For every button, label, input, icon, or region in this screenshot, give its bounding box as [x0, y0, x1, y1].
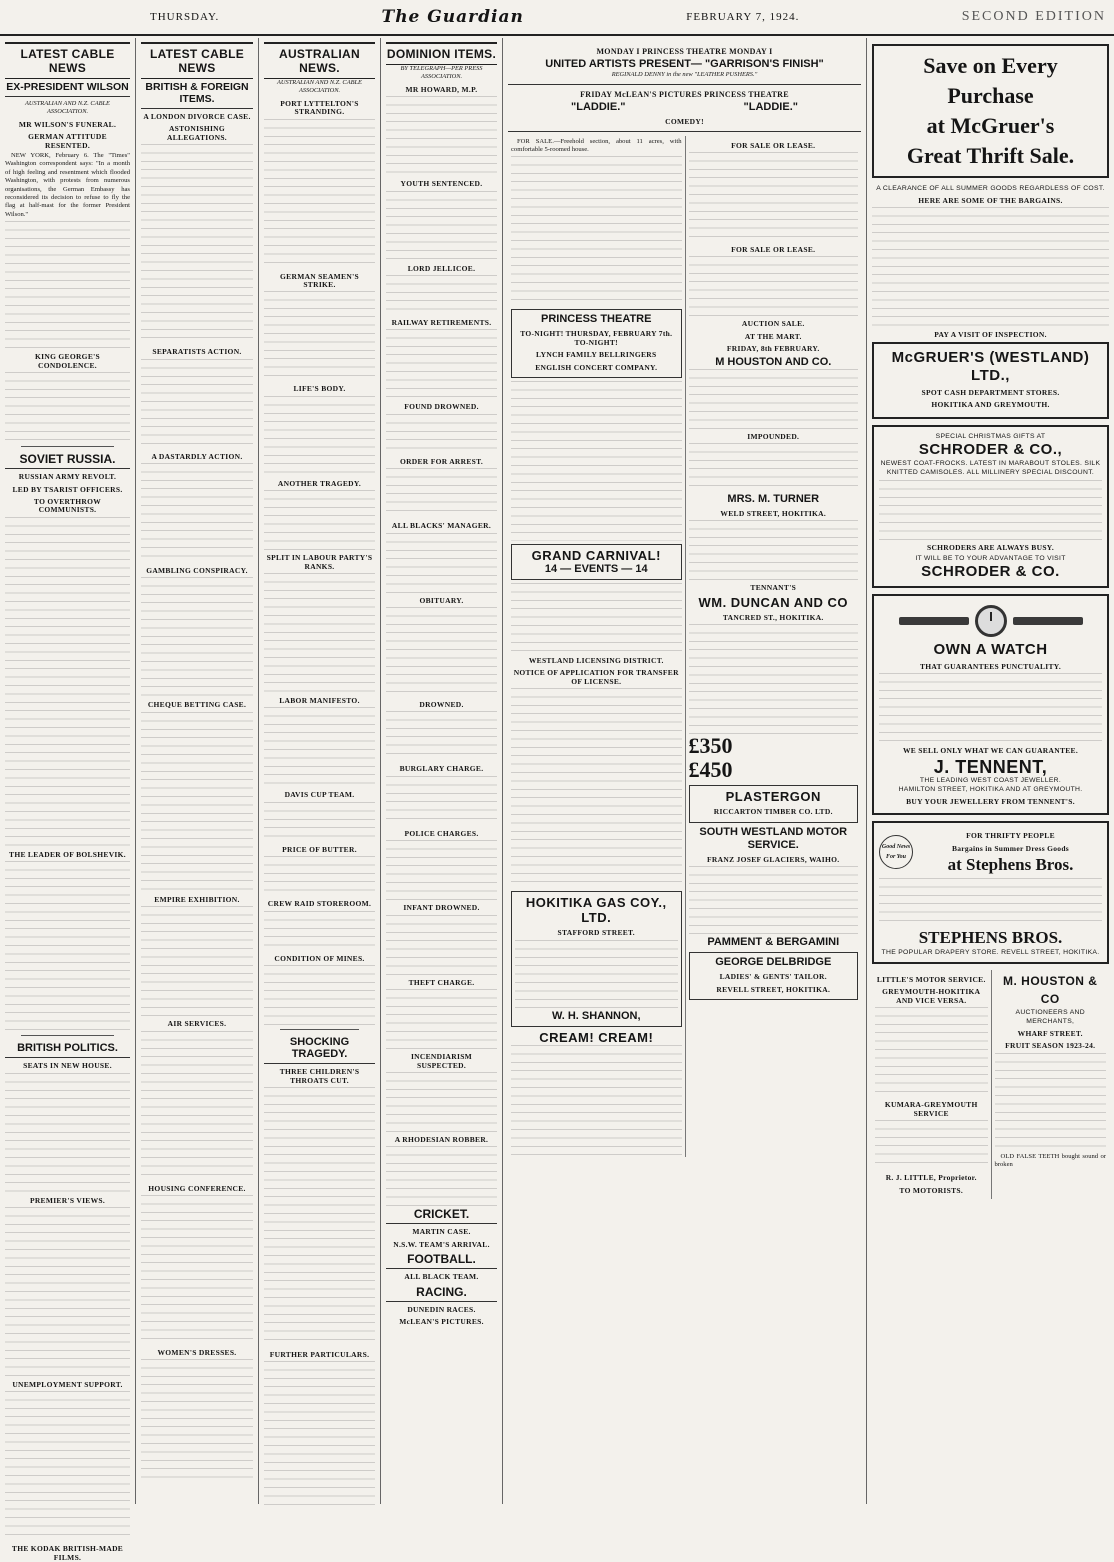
- col3-filler-12: [264, 1361, 375, 1511]
- col2-s7: EMPIRE EXHIBITION.: [154, 894, 240, 904]
- col4-filler-1: [386, 96, 497, 176]
- col4-filler-2: [386, 191, 497, 261]
- watch-strap-left: [899, 617, 969, 625]
- col6-filler-7: [995, 1053, 1107, 1153]
- col1-filler-1: [5, 221, 130, 349]
- false-teeth: OLD FALSE TEETH bought sound or broken: [994, 1152, 1106, 1169]
- col4-c2: N.S.W. TEAM'S ARRIVAL.: [393, 1239, 490, 1249]
- column-store-ads: [867, 38, 1114, 1504]
- col3-s5: SPLIT IN LABOUR PARTY'S RANKS.: [266, 553, 373, 571]
- schroder-lines: NEWEST COAT-FROCKS. LATEST IN MARABOUT STOLES. SILK KNITTED CAMISOLES. ALL MILLINERY SPECIAL DISCOUNT.: [880, 459, 1101, 476]
- col3-credit: AUSTRALIAN AND N.Z. CABLE ASSOCIATION.: [277, 79, 362, 95]
- little-service: LITTLE'S MOTOR SERVICE.: [876, 975, 986, 985]
- col6-filler-2: [879, 480, 1102, 540]
- masthead-edition: SECOND EDITION: [961, 9, 1106, 24]
- bellringers: LYNCH FAMILY BELLRINGERS: [536, 350, 657, 360]
- mcgruer-location: HOKITIKA AND GREYMOUTH.: [931, 400, 1050, 410]
- greymouth-hokitika: GREYMOUTH-HOKITIKA AND VICE VERSA.: [882, 987, 981, 1005]
- kumara-service: KUMARA-GREYMOUTH SERVICE: [884, 1100, 978, 1118]
- mcgruer-thrift-sale-ad: [872, 44, 1109, 178]
- col1-filler-7: [5, 1391, 130, 1541]
- garrisons-finish: UNITED ARTISTS PRESENT— "GARRISON'S FINISH": [545, 58, 824, 71]
- col3-s4: ANOTHER TRAGEDY.: [277, 478, 362, 488]
- plastergon: PLASTERGON: [725, 789, 821, 805]
- mcgruer-store-ad: [872, 342, 1109, 419]
- ad-filler-7: [689, 152, 859, 242]
- ad-filler-9: [689, 369, 859, 429]
- col2-filler-4: [141, 577, 253, 697]
- col6-filler-6: [875, 1120, 988, 1170]
- col1-s3: KING GEORGE'S CONDOLENCE.: [35, 352, 100, 370]
- ad-filler-10: [689, 443, 859, 493]
- for-sale-lease-2: FOR SALE OR LEASE.: [731, 245, 816, 255]
- plastergon-ad: [689, 785, 859, 822]
- col2-s2: ASTONISHING ALLEGATIONS.: [167, 124, 227, 142]
- masthead-day: THURSDAY.: [150, 11, 220, 23]
- col3-s10: CONDITION OF MINES.: [274, 953, 365, 963]
- tonight-line: TO-NIGHT! THURSDAY, FEBRUARY 7th. TO-NIGHT!: [520, 329, 673, 347]
- col4-c5: McLEAN'S PICTURES.: [399, 1316, 484, 1326]
- price-350: £350: [688, 733, 733, 759]
- col1-s11: PREMIER'S VIEWS.: [29, 1195, 106, 1205]
- col2-filler-9: [141, 1359, 253, 1479]
- franz-josef: FRANZ JOSEF GLACIERS, WAIHO.: [707, 854, 840, 864]
- watch-dial-icon: [975, 605, 1007, 637]
- col1-s1: MR WILSON'S FUNERAL.: [18, 119, 117, 129]
- col4-filler-13: [386, 989, 497, 1049]
- grand-carnival: GRAND CARNIVAL!: [531, 548, 661, 564]
- col2-filler-1: [141, 144, 253, 344]
- summer-bargains: Bargains in Summer Dress Goods: [951, 843, 1070, 853]
- col1-rule: [21, 446, 114, 447]
- col4-s8: OBITUARY.: [419, 595, 464, 605]
- col1-header: LATEST CABLE NEWS: [5, 42, 130, 79]
- wristwatch-illustration: [879, 605, 1102, 637]
- col3-filler-10: [264, 965, 375, 1025]
- shannon: W. H. SHANNON,: [551, 1009, 641, 1022]
- watch-strap-right: [1013, 617, 1083, 625]
- col4-s15: A RHODESIAN ROBBER.: [394, 1134, 489, 1144]
- newspaper-page: [0, 38, 1114, 1562]
- col3-rule: [280, 1029, 359, 1030]
- col2-s9: HOUSING CONFERENCE.: [148, 1183, 246, 1193]
- col4-s5: FOUND DROWNED.: [404, 402, 479, 412]
- col4-s14: INCENDIARISM SUSPECTED.: [410, 1052, 473, 1070]
- ad-filler-8: [689, 256, 859, 316]
- col4-s3: LORD JELLICOE.: [407, 263, 476, 273]
- col2-filler-6: [141, 906, 253, 1016]
- col4-h3: FOOTBALL.: [386, 1251, 497, 1269]
- col2-filler-3: [141, 463, 253, 563]
- mcgruer-name: McGRUER'S (WESTLAND) LTD.,: [891, 348, 1090, 384]
- col4-h4: RACING.: [386, 1284, 497, 1302]
- gas-company-ad: [511, 891, 682, 1026]
- tennent-address: HAMILTON STREET, HOKITIKA AND AT GREYMOUTH.: [898, 785, 1083, 793]
- col3-filler-5: [264, 573, 375, 693]
- houston-auctioneers: AUCTIONEERS AND MERCHANTS,: [1015, 1009, 1085, 1026]
- transfer-notice: NOTICE OF APPLICATION FOR TRANSFER OF LICENSE.: [513, 668, 679, 686]
- auction-sale: AUCTION SALE.: [741, 319, 805, 329]
- col4-s13: THEFT CHARGE.: [408, 977, 475, 987]
- tennent-jewellery: BUY YOUR JEWELLERY FROM TENNENT'S.: [906, 796, 1075, 806]
- comedy: COMEDY!: [665, 117, 704, 127]
- little-proprietor: R. J. LITTLE, Proprietor.: [885, 1173, 977, 1183]
- tennent-name: J. TENNENT,: [933, 756, 1048, 777]
- col2-filler-7: [141, 1031, 253, 1181]
- monday-head: MONDAY I PRINCESS THEATRE MONDAY I: [596, 47, 773, 56]
- save-line-2: at McGruer's: [926, 113, 1055, 138]
- schroder-ad: [872, 425, 1109, 588]
- col3-s11: SHOCKING TRAGEDY.: [264, 1034, 375, 1064]
- col1-s7: TO OVERTHROW COMMUNISTS.: [33, 496, 102, 515]
- mcgruer-stores: SPOT CASH DEPARTMENT STORES.: [921, 387, 1060, 397]
- col2-filler-8: [141, 1195, 253, 1345]
- at-stephens: at Stephens Bros.: [947, 855, 1074, 875]
- weld-street: WELD STREET, HOKITIKA.: [720, 509, 827, 519]
- col3-s3: LIFE'S BODY.: [293, 384, 346, 394]
- col3-filler-11: [264, 1087, 375, 1347]
- price-450: £450: [688, 757, 733, 783]
- col4-header: DOMINION ITEMS.: [386, 42, 497, 65]
- thrifty-people: FOR THRIFTY PEOPLE: [966, 831, 1055, 841]
- houston-name: M. HOUSTON & CO: [1003, 974, 1098, 1007]
- column-latest-cable-news: [0, 38, 136, 1562]
- ad-filler-4: [511, 688, 682, 888]
- stephens-ad: [872, 821, 1109, 964]
- theatre-banner: [508, 42, 861, 85]
- impounded: IMPOUNDED.: [747, 431, 800, 441]
- col3-filler-4: [264, 490, 375, 550]
- princess-monday: [508, 42, 861, 84]
- col1-filler-6: [5, 1207, 130, 1377]
- col3-s8: PRICE OF BUTTER.: [282, 844, 357, 854]
- masthead: [0, 0, 1114, 36]
- column-british-foreign: [136, 38, 259, 1504]
- carnival-ad: [511, 544, 682, 580]
- col2-s6: CHEQUE BETTING CASE.: [147, 700, 247, 710]
- col1-s2: GERMAN ATTITUDE RESENTED.: [28, 132, 107, 150]
- stephens-bros: STEPHENS BROS.: [918, 928, 1063, 948]
- col3-filler-1: [264, 119, 375, 269]
- col4-filler-14: [386, 1072, 497, 1132]
- houston-and-co: M HOUSTON AND CO.: [715, 355, 832, 368]
- col3-s2: GERMAN SEAMEN'S STRIKE.: [280, 271, 359, 290]
- col1-filler-4: [5, 861, 130, 1031]
- col1-s9: BRITISH POLITICS.: [5, 1040, 130, 1058]
- col4-s12: INFANT DROWNED.: [403, 903, 480, 913]
- col4-s7: ALL BLACKS' MANAGER.: [391, 521, 492, 531]
- col4-filler-3: [386, 275, 497, 315]
- col1-s12: UNEMPLOYMENT SUPPORT.: [12, 1379, 123, 1389]
- col2-s5: GAMBLING CONSPIRACY.: [146, 566, 248, 576]
- ad-filler-11: [689, 520, 859, 580]
- good-news-icon: Good News For You: [879, 835, 913, 869]
- stafford-street: STAFFORD STREET.: [557, 928, 635, 938]
- tancred-st: TANCRED ST., HOKITIKA.: [722, 612, 824, 622]
- col3-filler-7: [264, 802, 375, 842]
- col4-s11: POLICE CHARGES.: [404, 828, 479, 838]
- save-line-3: Great Thrift Sale.: [906, 143, 1075, 168]
- wharf-street: WHARF STREET.: [1017, 1029, 1083, 1039]
- westland-licensing: WESTLAND LICENSING DISTRICT.: [528, 656, 664, 666]
- ad-right-column: [685, 136, 862, 1157]
- princess-theatre: PRINCESS THEATRE: [541, 313, 652, 326]
- ad-left-column: [508, 136, 685, 1157]
- clearance: A CLEARANCE OF ALL SUMMER GOODS REGARDLESS OF COST.: [876, 185, 1105, 192]
- laddie-title-1: "LADDIE.": [571, 101, 626, 114]
- col2-filler-2: [141, 359, 253, 449]
- wm-duncan: WM. DUNCAN AND CO: [698, 594, 849, 610]
- friday-head: FRIDAY McLEAN'S PICTURES PRINCESS THEATRE: [580, 89, 789, 99]
- col4-filler-6: [386, 468, 497, 518]
- col4-filler-10: [386, 776, 497, 826]
- col3-s1: PORT LYTTELTON'S STRANDING.: [280, 98, 359, 117]
- col3-filler-3: [264, 396, 375, 476]
- col4-s4: RAILWAY RETIREMENTS.: [391, 318, 492, 328]
- col2-header: LATEST CABLE NEWS: [141, 42, 253, 79]
- col4-filler-11: [386, 840, 497, 900]
- cream-ad: CREAM! CREAM!: [539, 1029, 654, 1045]
- col4-h2: CRICKET.: [386, 1206, 497, 1224]
- col3-s7: DAVIS CUP TEAM.: [284, 790, 355, 800]
- col2-s1: A LONDON DIVORCE CASE.: [143, 112, 251, 121]
- col6-filler-1: [872, 207, 1109, 327]
- bottom-ads: [872, 970, 1109, 1199]
- masthead-title: The Guardian: [381, 7, 524, 27]
- for-sale-freehold: FOR SALE.—Freehold section, about 11 acres, with comfortable 5-roomed house.: [511, 137, 682, 154]
- col6-filler-4: [879, 878, 1102, 928]
- fruit-season: FRUIT SEASON 1923-24.: [1005, 1041, 1096, 1051]
- col2-s8: AIR SERVICES.: [167, 1019, 227, 1029]
- for-sale-lease-1: FOR SALE OR LEASE.: [731, 140, 816, 150]
- col1-filler-3: [5, 517, 130, 847]
- col2-s10: WOMEN'S DRESSES.: [157, 1348, 237, 1358]
- col4-s6: ORDER FOR ARREST.: [399, 456, 484, 466]
- col4-filler-7: [386, 533, 497, 593]
- tennent-tagline: THE LEADING WEST COAST JEWELLER.: [919, 776, 1062, 784]
- col1-s10: SEATS IN NEW HOUSE.: [23, 1061, 112, 1071]
- col3-filler-8: [264, 856, 375, 896]
- laddie-title-2: "LADDIE.": [743, 101, 798, 114]
- col1-s8: THE LEADER OF BOLSHEVIK.: [9, 849, 126, 859]
- masthead-date: FEBRUARY 7, 1924.: [686, 11, 800, 23]
- schroder-name: SCHRODER & CO.,: [918, 440, 1063, 458]
- column-dominion-items: [381, 38, 503, 1504]
- col1-sub1: EX-PRESIDENT WILSON: [5, 79, 130, 97]
- col3-filler-2: [264, 291, 375, 381]
- xmas-gifts: SPECIAL CHRISTMAS GIFTS AT: [935, 432, 1046, 440]
- col3-s9: CREW RAID STOREROOM.: [267, 899, 372, 909]
- col4-filler-9: [386, 711, 497, 761]
- col1-s5: RUSSIAN ARMY REVOLT.: [18, 472, 117, 482]
- column-advertisements: [503, 38, 867, 1504]
- schroder-name-2: SCHRODER & CO.: [921, 563, 1060, 581]
- col1-filler-2: [5, 372, 130, 442]
- col4-c4: DUNEDIN RACES.: [407, 1304, 476, 1314]
- mrs-turner: MRS. M. TURNER: [727, 493, 820, 506]
- col4-filler-12: [386, 915, 497, 975]
- col3-filler-6: [264, 707, 375, 787]
- delbridge: GEORGE DELBRIDGE: [715, 956, 832, 969]
- pay-a-visit: PAY A VISIT OF INSPECTION.: [934, 330, 1047, 340]
- col4-s10: BURGLARY CHARGE.: [399, 764, 484, 774]
- col3-s12: THREE CHILDREN'S THROATS CUT.: [279, 1067, 360, 1085]
- col4-s1: MR HOWARD, M.P.: [405, 84, 478, 94]
- col4-c1: MARTIN CASE.: [412, 1227, 471, 1237]
- col2-s4: A DASTARDLY ACTION.: [151, 451, 243, 461]
- to-motorists: TO MOTORISTS.: [899, 1185, 964, 1195]
- own-a-watch: OWN A WATCH: [933, 641, 1048, 659]
- col3-filler-9: [264, 911, 375, 951]
- houston-ad: [991, 970, 1110, 1199]
- delbridge-ad: [689, 952, 859, 1000]
- ad-filler-6: [511, 1045, 682, 1155]
- col4-filler-5: [386, 414, 497, 454]
- ladies-gents-tailor: LADIES' & GENTS' TAILOR.: [719, 972, 827, 982]
- friday-8th: FRIDAY, 8th FEBRUARY.: [726, 344, 820, 354]
- riccarton: RICCARTON TIMBER CO. LTD.: [713, 807, 833, 817]
- ad-filler-3: [511, 583, 682, 653]
- ad-grid: [508, 136, 861, 1157]
- south-westland-motor: SOUTH WESTLAND MOTOR SERVICE.: [699, 825, 848, 851]
- ad-filler-2: [511, 381, 682, 541]
- col3-s6: LABOR MANIFESTO.: [279, 696, 360, 706]
- schroder-busy: SCHRODERS ARE ALWAYS BUSY.: [926, 542, 1055, 552]
- col1-s13: THE KODAK BRITISH-MADE FILMS.: [11, 1544, 124, 1562]
- stephens-address: THE POPULAR DRAPERY STORE. REVELL STREET, HOKITIKA.: [881, 949, 1100, 957]
- ad-filler-12: [689, 624, 859, 734]
- col1-s4: SOVIET RUSSIA.: [5, 451, 130, 469]
- col4-filler-8: [386, 607, 497, 697]
- col2-filler-5: [141, 712, 253, 892]
- ad-filler-1: [511, 156, 682, 306]
- col3-s13: FURTHER PARTICULARS.: [269, 1349, 370, 1359]
- col4-c3: ALL BLACK TEAM.: [404, 1272, 479, 1282]
- col4-credit: BY TELEGRAPH—PER PRESS ASSOCIATION.: [400, 65, 483, 81]
- visit-advantage: IT WILL BE TO YOUR ADVANTAGE TO VISIT: [915, 555, 1066, 563]
- col1-lead: NEW YORK, February 6. The "Times" Washington correspondent says: "In a month of high feeling and resentment which flooded Washington, with protests from numerous organisations, the German Embassy has reconsidered its decision to refuse to fly the flag at half-mast for the former President Wilson.": [5, 152, 130, 218]
- at-the-mart: AT THE MART.: [744, 331, 802, 341]
- col1-s6: LED BY TSARIST OFFICERS.: [12, 484, 123, 494]
- ad-filler-13: [689, 866, 859, 936]
- pamment-bergamini: PAMMENT & BERGAMINI: [707, 936, 840, 949]
- col4-filler-15: [386, 1146, 497, 1206]
- col6-filler-5: [875, 1007, 988, 1097]
- col2-sub: BRITISH & FOREIGN ITEMS.: [141, 79, 253, 109]
- col1-filler-5: [5, 1073, 130, 1193]
- col6-filler-3: [879, 673, 1102, 743]
- guarantee: WE SELL ONLY WHAT WE CAN GUARANTEE.: [902, 746, 1079, 756]
- denny-line: REGINALD DENNY in the new "LEATHER PUSHERS.": [611, 71, 758, 79]
- little-motor-ad: [872, 970, 991, 1199]
- bargains: HERE ARE SOME OF THE BARGAINS.: [918, 196, 1063, 205]
- tennent-watch-ad: [872, 594, 1109, 815]
- col2-s3: SEPARATISTS ACTION.: [152, 347, 242, 357]
- col4-s2: YOUTH SENTENCED.: [400, 179, 483, 189]
- save-line-1: Save on Every Purchase: [923, 53, 1058, 108]
- col1-credit: AUSTRALIAN AND N.Z. CABLE ASSOCIATION.: [25, 100, 110, 116]
- col3-header: AUSTRALIAN NEWS.: [264, 42, 375, 79]
- col4-filler-4: [386, 329, 497, 399]
- english-concert: ENGLISH CONCERT COMPANY.: [535, 362, 658, 372]
- revell-street: REVELL STREET, HOKITIKA.: [716, 984, 831, 994]
- column-australian-news: [259, 38, 381, 1504]
- tennants: TENNANT'S: [750, 583, 797, 593]
- gas-company: HOKITIKA GAS COY., LTD.: [525, 895, 667, 926]
- laddie-ad: [508, 85, 861, 131]
- ad-filler-5: [515, 940, 678, 1010]
- punctuality: THAT GUARANTEES PUNCTUALITY.: [920, 662, 1061, 672]
- princess-theatre-ad: [511, 309, 682, 378]
- events: 14 — EVENTS — 14: [544, 563, 648, 576]
- col1-rule-2: [21, 1035, 114, 1036]
- friday-banner: [508, 85, 861, 132]
- col4-s9: DROWNED.: [419, 700, 464, 710]
